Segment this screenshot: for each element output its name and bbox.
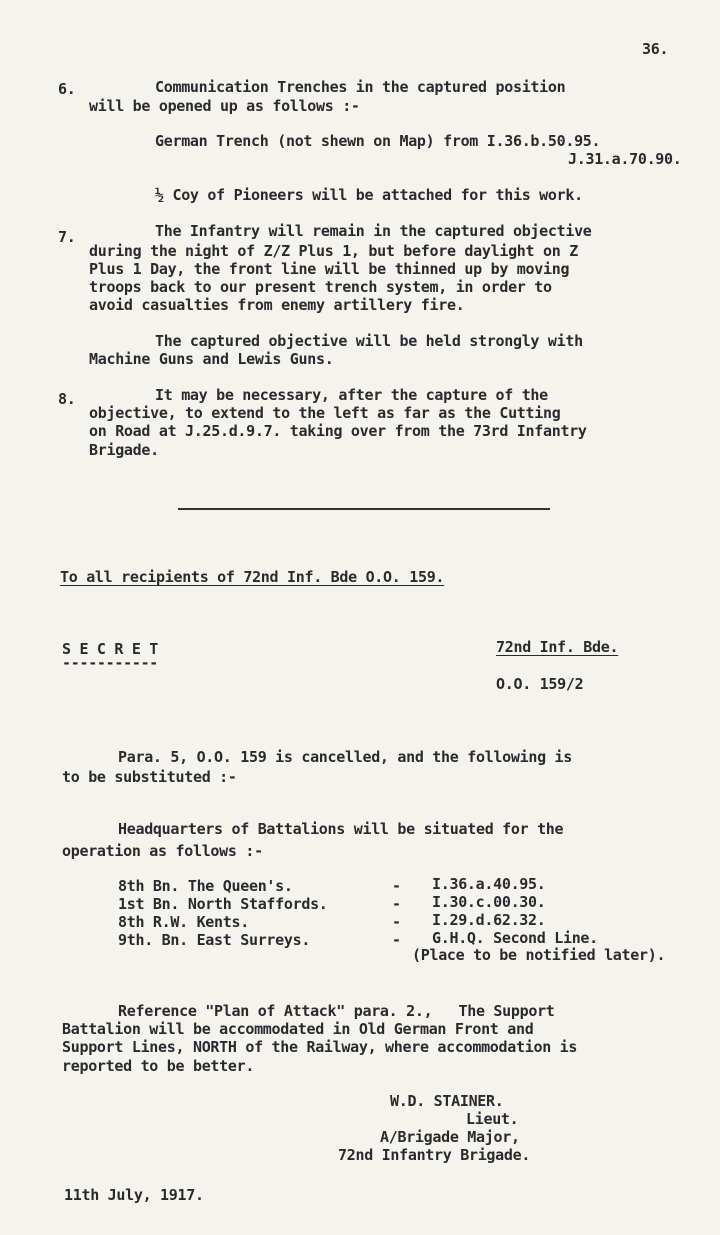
held-line2: Machine Guns and Lewis Guns.: [89, 350, 334, 368]
reference-line: reported to be better.: [62, 1057, 255, 1075]
secret-underline: -----------: [62, 654, 159, 672]
trench-line1: German Trench (not shewn on Map) from I.36.b.50.95.: [155, 132, 601, 150]
page-number: 36.: [642, 40, 669, 58]
battalion-location: I.29.d.62.32.: [432, 911, 546, 929]
reference-line: Battalion will be accommodated in Old German Front and: [62, 1020, 534, 1038]
para6-number: 6.: [58, 80, 76, 98]
section-divider: [178, 508, 550, 510]
battalion-dash: -: [392, 895, 401, 913]
para7-line: The Infantry will remain in the captured objective: [155, 222, 592, 240]
para8-line: Brigade.: [89, 441, 159, 459]
cancel-line1: Para. 5, O.O. 159 is cancelled, and the following is: [118, 748, 573, 766]
reference-line: Support Lines, NORTH of the Railway, where accommodation is: [62, 1038, 578, 1056]
para6-line2: will be opened up as follows :-: [89, 97, 360, 115]
battalion-dash: -: [392, 913, 401, 931]
battalion-dash: -: [392, 877, 401, 895]
trench-line2: J.31.a.70.90.: [568, 150, 682, 168]
secret-label: S E C R E T: [62, 640, 159, 658]
battalion-name: 1st Bn. North Staffords.: [118, 895, 328, 913]
para7-line: during the night of Z/Z Plus 1, but before daylight on Z: [89, 242, 578, 260]
signature-unit: 72nd Infantry Brigade.: [338, 1146, 531, 1164]
battalion-name: 9th. Bn. East Surreys.: [118, 931, 311, 949]
hq-line1: Headquarters of Battalions will be situated for the: [118, 820, 564, 838]
para8-line: on Road at J.25.d.9.7. taking over from the 73rd Infantry: [89, 422, 587, 440]
reference-line: Reference "Plan of Attack" para. 2., The Support: [118, 1002, 555, 1020]
document-date: 11th July, 1917.: [64, 1186, 204, 1204]
battalion-location: I.36.a.40.95.: [432, 875, 546, 893]
pioneers-line: ½ Coy of Pioneers will be attached for this work.: [155, 186, 583, 204]
held-line1: The captured objective will be held strongly with: [155, 332, 583, 350]
signature-role: A/Brigade Major,: [380, 1128, 520, 1146]
para7-number: 7.: [58, 228, 76, 246]
para7-line: troops back to our present trench system, in order to: [89, 278, 552, 296]
para6-line1: Communication Trenches in the captured position: [155, 78, 566, 96]
para7-line: avoid casualties from enemy artillery fire.: [89, 296, 465, 314]
battalion-name: 8th Bn. The Queen's.: [118, 877, 293, 895]
signature-rank: Lieut.: [466, 1110, 519, 1128]
para8-number: 8.: [58, 390, 76, 408]
battalion-dash: -: [392, 931, 401, 949]
para7-line: Plus 1 Day, the front line will be thinned up by moving: [89, 260, 570, 278]
battalion-location: G.H.Q. Second Line.: [432, 929, 598, 947]
order-number: O.O. 159/2: [496, 675, 584, 693]
signature-name: W.D. STAINER.: [390, 1092, 504, 1110]
para8-line: objective, to extend to the left as far as the Cutting: [89, 404, 561, 422]
battalion-name: 8th R.W. Kents.: [118, 913, 249, 931]
place-note: (Place to be notified later).: [412, 946, 666, 964]
cancel-line2: to be substituted :-: [62, 768, 237, 786]
brigade-label: 72nd Inf. Bde.: [496, 638, 619, 656]
recipients-heading: To all recipients of 72nd Inf. Bde O.O. 159.: [60, 568, 445, 586]
hq-line2: operation as follows :-: [62, 842, 263, 860]
para8-line: It may be necessary, after the capture of the: [155, 386, 548, 404]
battalion-location: I.30.c.00.30.: [432, 893, 546, 911]
